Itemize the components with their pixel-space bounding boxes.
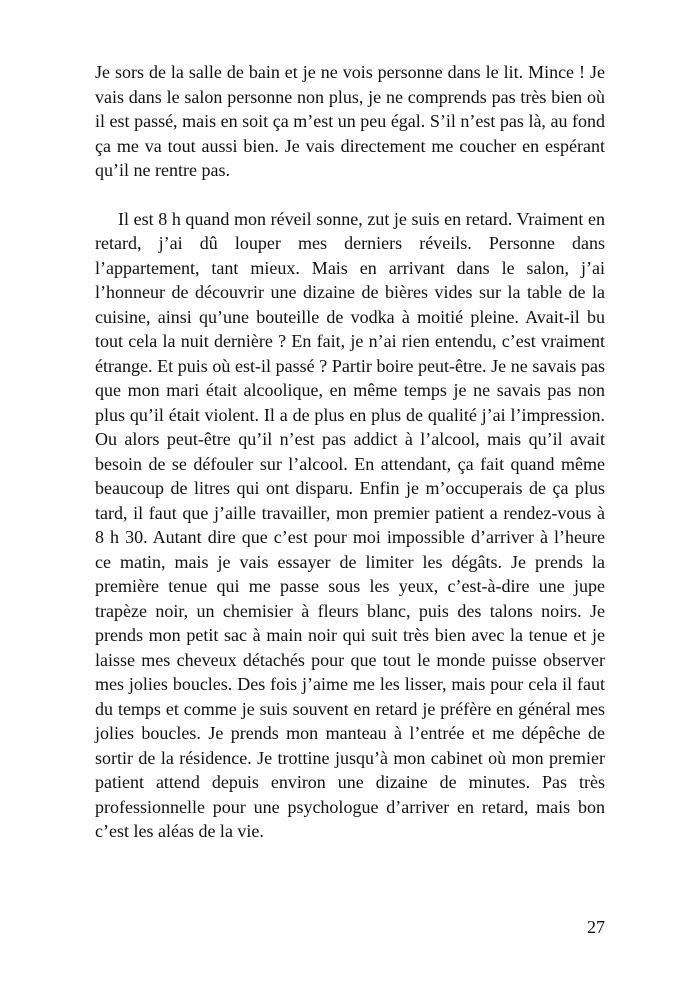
page-number: 27 <box>587 917 605 937</box>
paragraph-1: Je sors de la salle de bain et je ne vois personne dans le lit. Mince ! Je vais dans le salon personne non plus, je ne comprends pas très bien où il est passé, mais en soit ça m’est un peu égal. S’il n’est pas là, au fond ça me va tout aussi bien. Je vais directement me coucher en espérant qu’il ne rentre pas. <box>95 62 605 180</box>
paragraph-2: Il est 8 h quand mon réveil sonne, zut je suis en retard. Vraiment en retard, j’ai dû louper mes derniers réveils. Personne dans l’appartement, tant mieux. Mais en arrivant dans le salon, j’ai l’honneur de découvrir une dizaine de bières vides sur la table de la cuisine, ainsi qu’une bouteille de vodka à moitié pleine. Avait-il bu tout cela la nuit dernière ? En fait, je n’ai rien entendu, c’est vraiment étrange. Et puis où est-il passé ? Partir boire peut-être. Je ne savais pas que mon mari était alcoolique, en même temps je ne savais pas non plus qu’il était violent. Il a de plus en plus de qualité j’ai l’impression. Ou alors peut-être qu’il n’est pas addict à l’alcool, mais qu’il avait besoin de se défouler sur l’alcool. En attendant, ça fait quand même beaucoup de litres qui ont disparu. Enfin je m’occuperais de ça plus tard, il faut que j’aille travailler, mon premier patient a rendez-vous à 8 h 30. Autant dire que c’est pour moi impossible d’arriver à l’heure ce matin, mais je vais essayer de limiter les dégâts. Je prends la première tenue qui me passe sous les yeux, c’est-à-dire une jupe trapèze noir, un chemisier à fleurs blanc, puis des talons noirs. Je prends mon petit sac à main noir qui suit très bien avec la tenue et je laisse mes cheveux détachés pour que tout le monde puisse observer mes jolies boucles. Des fois j’aime me les lisser, mais pour cela il faut du temps et comme je suis souvent en retard je préfère en général mes jolies boucles. Je prends mon manteau à l’entrée et me dépêche de sortir de la résidence. Je trottine jusqu’à mon cabinet où mon premier patient attend depuis environ une dizaine de minutes. Pas très professionnelle pour une psychologue d’arriver en retard, mais bon c’est les aléas de la vie. <box>95 208 605 841</box>
body-text <box>95 60 605 844</box>
